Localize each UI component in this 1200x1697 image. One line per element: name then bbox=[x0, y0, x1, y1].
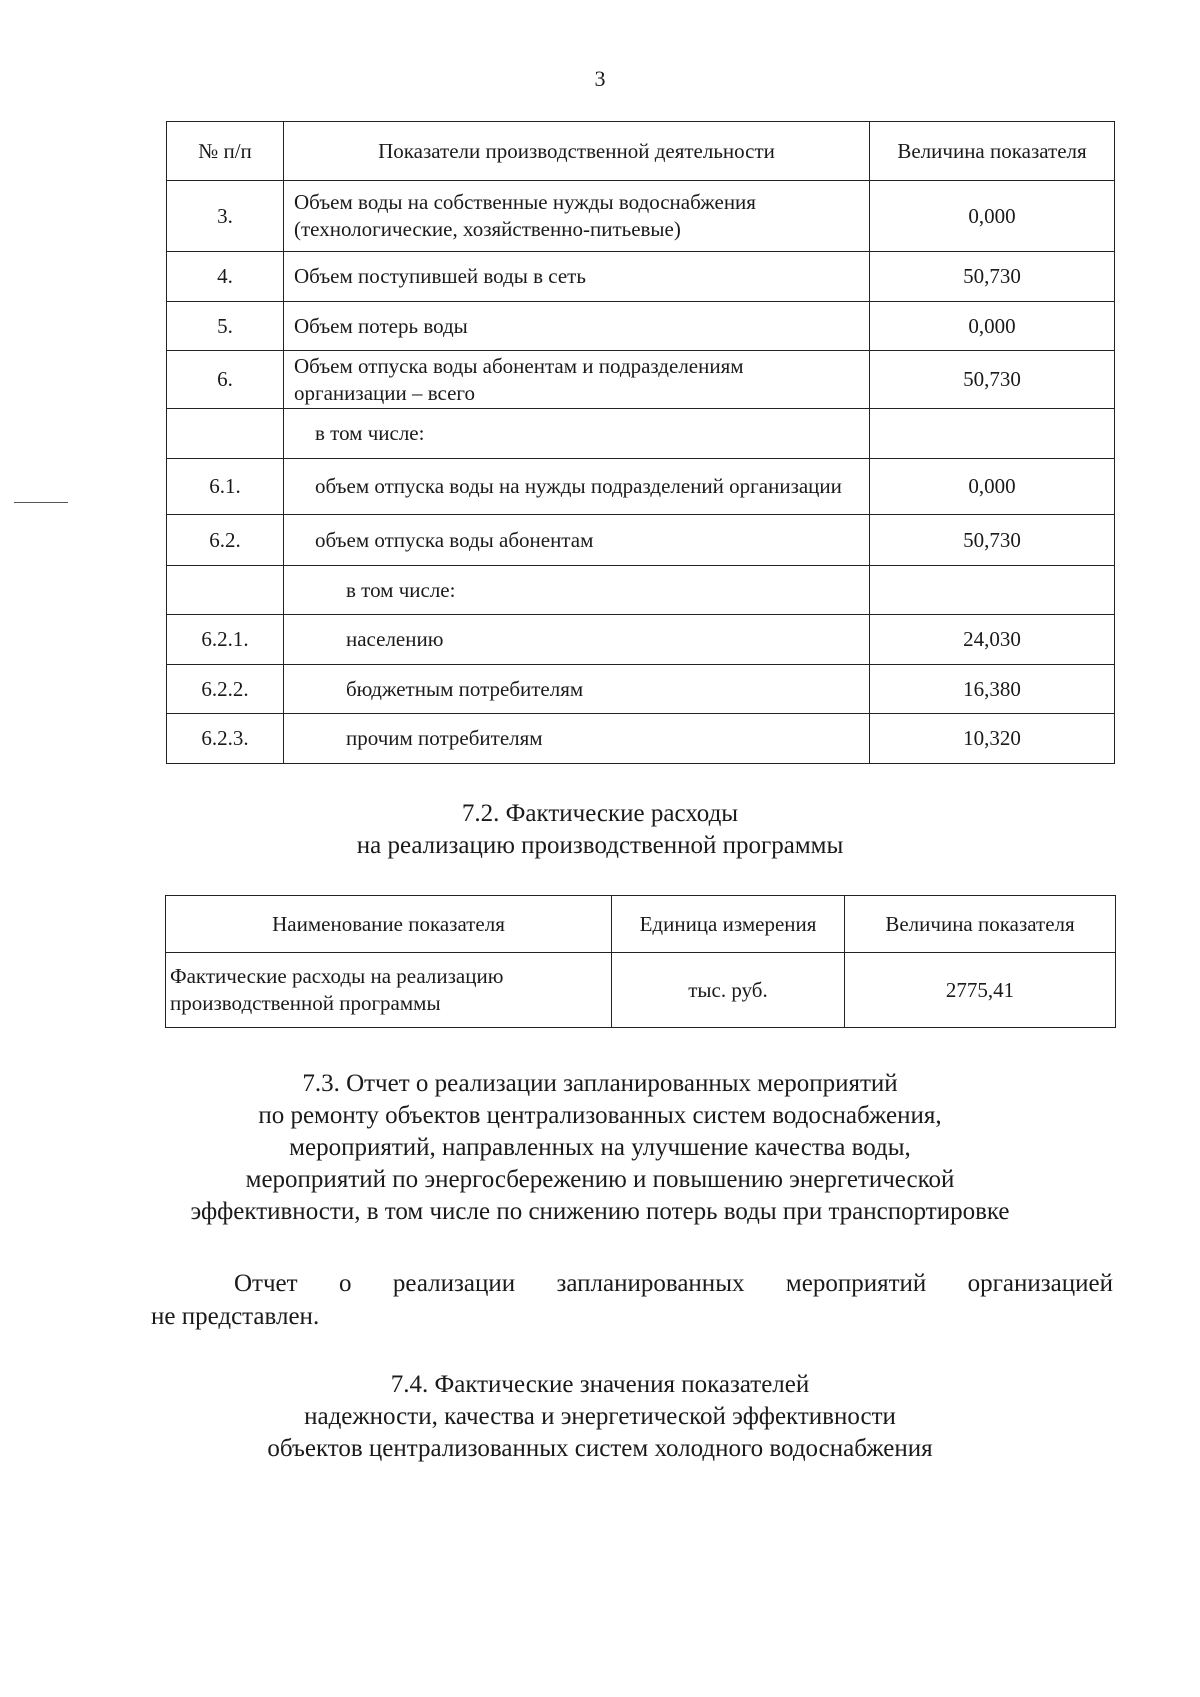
section-7-2-title-line: на реализацию производственной программы bbox=[356, 832, 844, 859]
row-value: 0,000 bbox=[870, 459, 1115, 515]
table-row bbox=[167, 302, 1115, 351]
header-value: Величина показателя bbox=[845, 896, 1116, 953]
production-indicators-table bbox=[166, 121, 1115, 764]
row-value: 50,730 bbox=[870, 252, 1115, 302]
row-number: 6.2.3. bbox=[167, 714, 284, 764]
row-number: 4. bbox=[167, 252, 284, 302]
row-label-line: Фактические расходы на реализацию bbox=[170, 964, 504, 988]
row-label bbox=[166, 953, 612, 1028]
row-label: прочим потребителям bbox=[284, 714, 870, 764]
row-label: Объем отпуска воды абонентам и подразделениям организации – всего bbox=[284, 351, 870, 409]
row-label: населению bbox=[284, 615, 870, 665]
header-number: № п/п bbox=[167, 122, 284, 181]
row-number bbox=[167, 409, 284, 459]
row-label: Объем потерь воды bbox=[284, 302, 870, 351]
row-label: объем отпуска воды абонентам bbox=[284, 515, 870, 566]
report-paragraph-line: Отчет о реализации запланированных мероприятий организацией bbox=[234, 1270, 1113, 1297]
row-label-line: производственной программы bbox=[170, 991, 441, 1015]
row-number: 6.1. bbox=[167, 459, 284, 515]
row-label: в том числе: bbox=[284, 566, 870, 615]
section-7-4-title-line: 7.4. Фактические значения показателей bbox=[390, 1371, 810, 1398]
row-number: 6.2.1. bbox=[167, 615, 284, 665]
section-7-4-title bbox=[0, 1369, 1200, 1465]
scan-margin-mark bbox=[14, 502, 68, 503]
table-row bbox=[167, 252, 1115, 302]
section-7-3-title-line: 7.3. Отчет о реализации запланированных мероприятий bbox=[302, 1070, 898, 1097]
row-number bbox=[167, 566, 284, 615]
section-7-2-title bbox=[0, 798, 1200, 862]
row-value: 0,000 bbox=[870, 181, 1115, 252]
report-paragraph-line: не представлен. bbox=[151, 1303, 320, 1330]
row-unit: тыс. руб. bbox=[612, 953, 845, 1028]
section-7-3-title-line: мероприятий, направленных на улучшение качества воды, bbox=[289, 1134, 911, 1161]
header-unit: Единица измерения bbox=[612, 896, 845, 953]
row-value: 24,030 bbox=[870, 615, 1115, 665]
page-number: 3 bbox=[594, 66, 606, 91]
row-value: 50,730 bbox=[870, 515, 1115, 566]
row-number: 6. bbox=[167, 351, 284, 409]
row-value: 10,320 bbox=[870, 714, 1115, 764]
row-number: 6.2. bbox=[167, 515, 284, 566]
header-indicator: Показатели производственной деятельности bbox=[284, 122, 870, 181]
row-label: в том числе: bbox=[284, 409, 870, 459]
row-number: 5. bbox=[167, 302, 284, 351]
table-row bbox=[167, 615, 1115, 665]
row-label: бюджетным потребителям bbox=[284, 665, 870, 714]
table-row bbox=[167, 714, 1115, 764]
row-value: 16,380 bbox=[870, 665, 1115, 714]
table-header-row bbox=[166, 896, 1116, 953]
row-number: 6.2.2. bbox=[167, 665, 284, 714]
table-row bbox=[167, 181, 1115, 252]
table-header-row bbox=[167, 122, 1115, 181]
row-number: 3. bbox=[167, 181, 284, 252]
header-indicator-name: Наименование показателя bbox=[166, 896, 612, 953]
row-value: 2775,41 bbox=[845, 953, 1116, 1028]
table-row bbox=[166, 953, 1116, 1028]
table-row bbox=[167, 665, 1115, 714]
section-7-3-title bbox=[0, 1068, 1200, 1228]
table-row bbox=[167, 409, 1115, 459]
section-7-3-title-line: по ремонту объектов централизованных систем водоснабжения, bbox=[258, 1102, 942, 1129]
row-label: объем отпуска воды на нужды подразделений организации bbox=[284, 459, 870, 515]
actual-expenses-table bbox=[165, 895, 1116, 1028]
table-row bbox=[167, 459, 1115, 515]
row-value: 0,000 bbox=[870, 302, 1115, 351]
row-label: Объем поступившей воды в сеть bbox=[284, 252, 870, 302]
table-row bbox=[167, 515, 1115, 566]
section-7-3-title-line: эффективности, в том числе по снижению потерь воды при транспортировке bbox=[190, 1198, 1010, 1225]
section-7-4-title-line: надежности, качества и энергетической эффективности bbox=[304, 1403, 896, 1430]
section-7-3-title-line: мероприятий по энергосбережению и повышению энергетической bbox=[245, 1166, 955, 1193]
section-7-4-title-line: объектов централизованных систем холодного водоснабжения bbox=[267, 1435, 933, 1462]
row-value bbox=[870, 409, 1115, 459]
row-label: Объем воды на собственные нужды водоснабжения (технологические, хозяйственно-питьевые) bbox=[284, 181, 870, 252]
table-row bbox=[167, 566, 1115, 615]
header-value: Величина показателя bbox=[870, 122, 1115, 181]
table-row bbox=[167, 351, 1115, 409]
row-value: 50,730 bbox=[870, 351, 1115, 409]
section-7-2-title-line: 7.2. Фактические расходы bbox=[461, 800, 739, 827]
row-value bbox=[870, 566, 1115, 615]
